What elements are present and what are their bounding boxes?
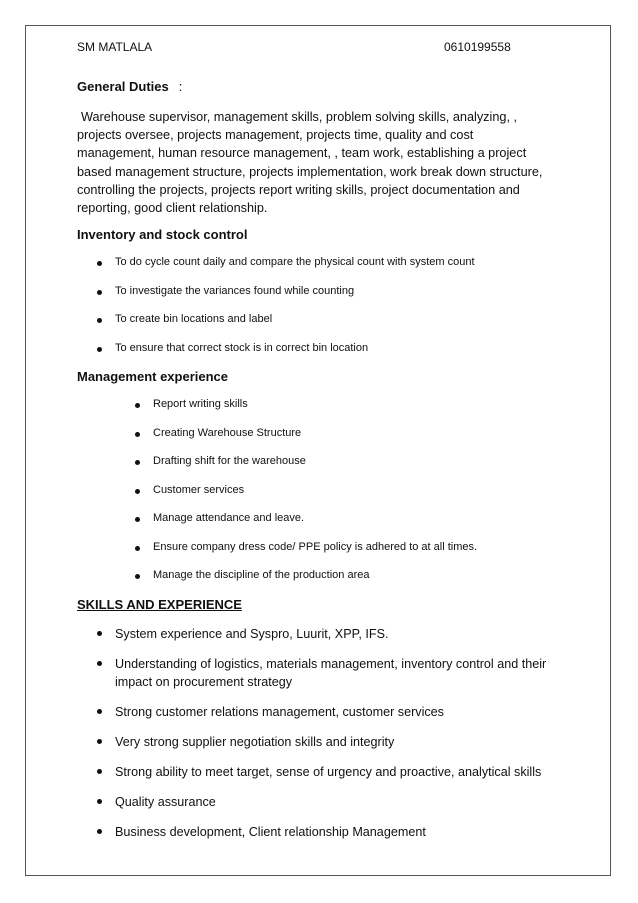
list-item-text: Creating Warehouse Structure bbox=[153, 426, 302, 439]
general-duties-text: Warehouse supervisor, management skills, problem solving skills, analyzing, , projects oversee, projects management, projects time, quality and cost management, human resource management, , team work, establishing a project based management structure, projects implementation, work break down structure, controlling the projects, projects report writing skills, project documentation and reporting, good client relationship. bbox=[77, 110, 543, 216]
list-item bbox=[153, 541, 547, 570]
bullet-icon bbox=[97, 261, 102, 266]
management-heading: Management experience bbox=[77, 369, 229, 385]
list-item-text: Understanding of logistics, materials management, inventory control and their impact on procurement strategy bbox=[115, 656, 547, 689]
list-item-text: Business development, Client relationship Management bbox=[115, 824, 426, 839]
bullet-icon bbox=[135, 403, 140, 408]
list-item-text: Quality assurance bbox=[115, 794, 216, 809]
bullet-icon bbox=[97, 661, 102, 666]
list-item-text: System experience and Syspro, Luurit, XPP, IFS. bbox=[115, 626, 389, 641]
list-item-text: To investigate the variances found while counting bbox=[115, 284, 355, 297]
list-item-text: To create bin locations and label bbox=[115, 313, 273, 326]
list-item bbox=[115, 703, 547, 721]
list-item bbox=[115, 285, 547, 314]
list-item bbox=[115, 793, 547, 811]
list-item bbox=[153, 427, 547, 456]
inventory-list bbox=[115, 256, 547, 370]
list-item bbox=[115, 256, 547, 285]
list-item-text: Customer services bbox=[153, 483, 245, 496]
list-item-text: Strong customer relations management, customer services bbox=[115, 704, 444, 719]
list-item bbox=[115, 342, 547, 371]
general-duties-heading bbox=[77, 79, 547, 94]
list-item bbox=[115, 763, 547, 781]
skills-list bbox=[115, 625, 547, 841]
bullet-icon bbox=[135, 517, 140, 522]
list-item bbox=[115, 655, 547, 691]
bullet-icon bbox=[135, 546, 140, 551]
list-item bbox=[153, 512, 547, 541]
list-item-text: Strong ability to meet target, sense of urgency and proactive, analytical skills bbox=[115, 764, 542, 779]
bullet-icon bbox=[135, 574, 140, 579]
bullet-icon bbox=[97, 829, 102, 834]
list-item bbox=[153, 569, 547, 598]
general-duties-colon: : bbox=[178, 79, 183, 94]
list-item-text: To ensure that correct stock is in correct bin location bbox=[115, 341, 369, 354]
bullet-icon bbox=[97, 709, 102, 714]
bullet-icon bbox=[97, 799, 102, 804]
inventory-heading: Inventory and stock control bbox=[77, 227, 248, 243]
bullet-icon bbox=[97, 290, 102, 295]
bullet-icon bbox=[97, 631, 102, 636]
bullet-icon bbox=[135, 489, 140, 494]
list-item-text: Manage attendance and leave. bbox=[153, 512, 305, 525]
bullet-icon bbox=[97, 318, 102, 323]
list-item bbox=[115, 823, 547, 841]
bullet-icon bbox=[135, 460, 140, 465]
list-item bbox=[153, 398, 547, 427]
list-item-text: Very strong supplier negotiation skills and integrity bbox=[115, 734, 395, 749]
bullet-icon bbox=[135, 432, 140, 437]
list-item-text: Drafting shift for the warehouse bbox=[153, 455, 306, 468]
bullet-icon bbox=[97, 739, 102, 744]
list-item-text: Report writing skills bbox=[153, 398, 248, 411]
list-item-text: To do cycle count daily and compare the physical count with system count bbox=[115, 256, 475, 269]
list-item bbox=[115, 313, 547, 342]
list-item bbox=[153, 484, 547, 513]
list-item-text: Manage the discipline of the production area bbox=[153, 569, 370, 582]
candidate-name: SM MATLALA bbox=[77, 40, 153, 54]
general-duties-title: General Duties bbox=[77, 79, 169, 94]
skills-heading: SKILLS AND EXPERIENCE bbox=[77, 596, 242, 612]
list-item bbox=[153, 455, 547, 484]
list-item bbox=[115, 733, 547, 751]
list-item-text: Ensure company dress code/ PPE policy is adhered to at all times. bbox=[153, 540, 478, 553]
management-list bbox=[153, 398, 547, 598]
list-item bbox=[115, 625, 547, 643]
bullet-icon bbox=[97, 769, 102, 774]
bullet-icon bbox=[97, 347, 102, 352]
resume-content bbox=[77, 79, 547, 853]
candidate-phone: 0610199558 bbox=[444, 40, 511, 54]
